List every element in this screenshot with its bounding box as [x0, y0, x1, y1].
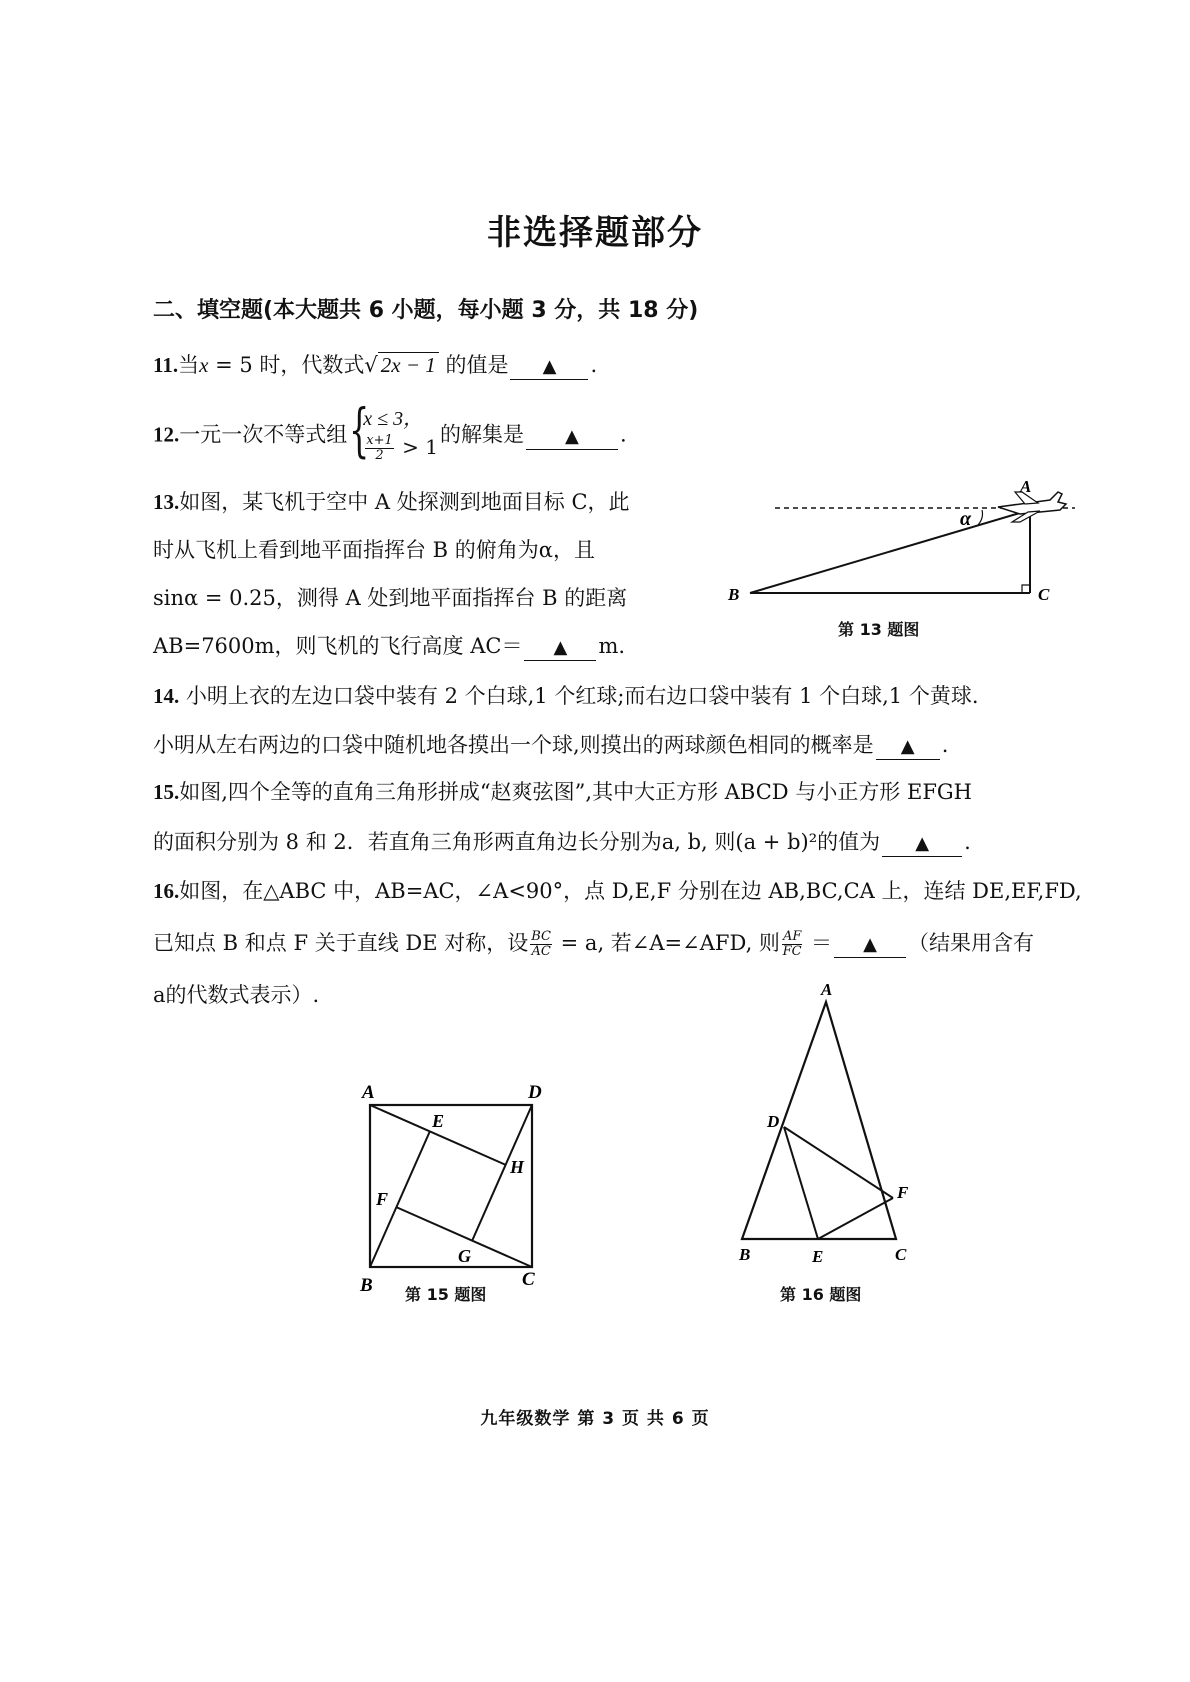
question-number: 14.: [153, 684, 180, 708]
q15-text-1: 如图,四个全等的直角三角形拼成“赵爽弦图”,其中大正方形 ABCD 与小正方形 EFGH: [179, 780, 972, 804]
page-title: 非选择题部分: [487, 213, 703, 253]
answer-triangle-icon: ▲: [900, 736, 915, 757]
question-16-line-2: [153, 928, 1034, 959]
triangle-abc: [742, 1002, 896, 1239]
label-a: A: [362, 1082, 375, 1103]
fraction-denominator: FC: [782, 944, 802, 959]
label-f: F: [376, 1189, 389, 1209]
figure-13-caption: 第 13 题图: [838, 620, 920, 639]
q12-pre: 一元一次不等式组: [179, 422, 348, 447]
label-b: B: [728, 585, 740, 604]
question-16-line-1: [153, 876, 1082, 906]
q11-eq: = 5 时，代数式: [208, 353, 365, 377]
fraction-numerator: AF: [782, 929, 802, 944]
label-f: F: [897, 1183, 909, 1202]
question-12: [153, 396, 627, 467]
fraction-bc-ac: [530, 930, 552, 959]
label-a: A: [1020, 477, 1032, 496]
angle-arc: [978, 510, 983, 525]
q13-unit: m.: [598, 634, 626, 658]
q11-end: .: [590, 353, 598, 377]
question-13-line-1: [153, 487, 630, 517]
label-alpha: α: [960, 508, 972, 530]
answer-triangle-icon: ▲: [565, 425, 579, 447]
square-abcd: [370, 1105, 532, 1267]
segment-de: [784, 1127, 818, 1239]
q11-var: x: [199, 353, 209, 377]
fraction: [365, 434, 394, 463]
figure-15: [350, 1070, 550, 1295]
inequality-system: [349, 396, 438, 467]
question-number: 11.: [153, 353, 179, 377]
q16-text-post: （结果用含有: [908, 931, 1035, 955]
fraction-af-fc: [782, 930, 802, 959]
question-number: 13.: [153, 490, 180, 514]
figure-16-caption: 第 16 题图: [780, 1285, 862, 1304]
answer-triangle-icon: ▲: [553, 637, 568, 658]
question-number: 15.: [153, 780, 180, 804]
question-15-line-1: [153, 777, 972, 807]
answer-blank-16[interactable]: [834, 931, 906, 958]
q15-text-2: 的面积分别为 8 和 2．若直角三角形两直角边长分别为a, b, 则(a + b)²的值为: [153, 830, 881, 854]
label-a: A: [821, 980, 833, 999]
q13-text-1: 如图，某飞机于空中 A 处探测到地面目标 C，此: [179, 490, 630, 514]
question-13-line-4: [153, 631, 625, 661]
label-c: C: [895, 1245, 907, 1264]
answer-blank-13[interactable]: [524, 634, 596, 661]
q15-end: .: [964, 830, 971, 854]
label-e: E: [432, 1111, 445, 1131]
q14-text-2: 小明从左右两边的口袋中随机地各摸出一个球,则摸出的两球颜色相同的概率是: [153, 733, 874, 757]
segment-ef: [818, 1198, 893, 1239]
fraction-numerator: BC: [531, 929, 551, 944]
inequality-tail: > 1: [395, 435, 438, 459]
answer-triangle-icon: ▲: [542, 356, 557, 377]
q13-text-4: AB=7600m，则飞机的飞行高度 AC＝: [153, 634, 523, 658]
question-13-line-3: sinα = 0.25，测得 A 处到地平面指挥台 B 的距离: [153, 586, 628, 610]
question-number: 12.: [153, 422, 180, 447]
q11-post: 的值是: [438, 353, 509, 377]
answer-blank-14[interactable]: [876, 733, 940, 760]
segment-ab: [750, 510, 1030, 593]
q11-pre: 当: [178, 353, 200, 377]
label-d: D: [528, 1082, 542, 1103]
sqrt-symbol: √: [364, 353, 378, 377]
label-h: H: [510, 1157, 525, 1177]
answer-triangle-icon: ▲: [915, 833, 930, 854]
section-heading: 二、填空题(本大题共 6 小题，每小题 3 分，共 18 分): [153, 298, 699, 323]
question-15-line-2: [153, 827, 971, 857]
q12-post: 的解集是: [439, 422, 524, 447]
q14-end: .: [941, 733, 949, 757]
question-13-line-2: 时从飞机上看到地平面指挥台 B 的俯角为α，且: [153, 538, 595, 562]
figure-16: [725, 980, 925, 1280]
figure-15-caption: 第 15 题图: [405, 1285, 487, 1304]
q16-eq: ＝: [804, 931, 833, 955]
segment-fd: [784, 1127, 893, 1198]
question-11: [153, 350, 597, 380]
label-c: C: [1038, 585, 1050, 604]
answer-blank-15[interactable]: [882, 830, 962, 857]
q11-radicand: 2x − 1: [378, 352, 439, 377]
right-angle-mark: [1022, 585, 1030, 593]
page-footer: 九年级数学 第 3 页 共 6 页: [480, 1409, 710, 1429]
q12-end: .: [619, 422, 627, 447]
label-b: B: [360, 1275, 373, 1295]
q16-text-2: 已知点 B 和点 F 关于直线 DE 对称，设: [153, 931, 529, 955]
label-e: E: [812, 1247, 824, 1266]
inequality-row-1: x ≤ 3，: [363, 408, 424, 430]
fraction-denominator: AC: [531, 944, 551, 959]
label-g: G: [458, 1246, 471, 1266]
q16-text-1: 如图，在△ABC 中，AB=AC，∠A<90°，点 D,E,F 分别在边 AB,BC,CA 上，连结 DE,EF,FD,: [179, 879, 1082, 903]
fraction-numerator: x+1: [366, 433, 393, 448]
label-b: B: [739, 1245, 751, 1264]
fraction-denominator: 2: [375, 448, 384, 463]
answer-triangle-icon: ▲: [863, 934, 877, 955]
q16-text-mid: = a, 若∠A=∠AFD, 则: [553, 931, 780, 955]
answer-blank-11[interactable]: [510, 353, 588, 380]
q14-text-1: 小明上衣的左边口袋中装有 2 个白球,1 个红球;而右边口袋中装有 1 个白球,1 个黄球.: [179, 684, 979, 708]
inequality-row-2: [363, 433, 438, 463]
question-number: 16.: [153, 879, 180, 903]
answer-blank-12[interactable]: [526, 423, 618, 450]
brace-symbol: {: [349, 396, 370, 464]
label-c: C: [522, 1269, 535, 1290]
question-16-line-3: a的代数式表示）.: [153, 983, 320, 1007]
figure-13: [720, 470, 1080, 610]
question-14-line-2: [153, 730, 948, 760]
label-d: D: [767, 1112, 780, 1131]
question-14-line-1: [153, 681, 979, 711]
